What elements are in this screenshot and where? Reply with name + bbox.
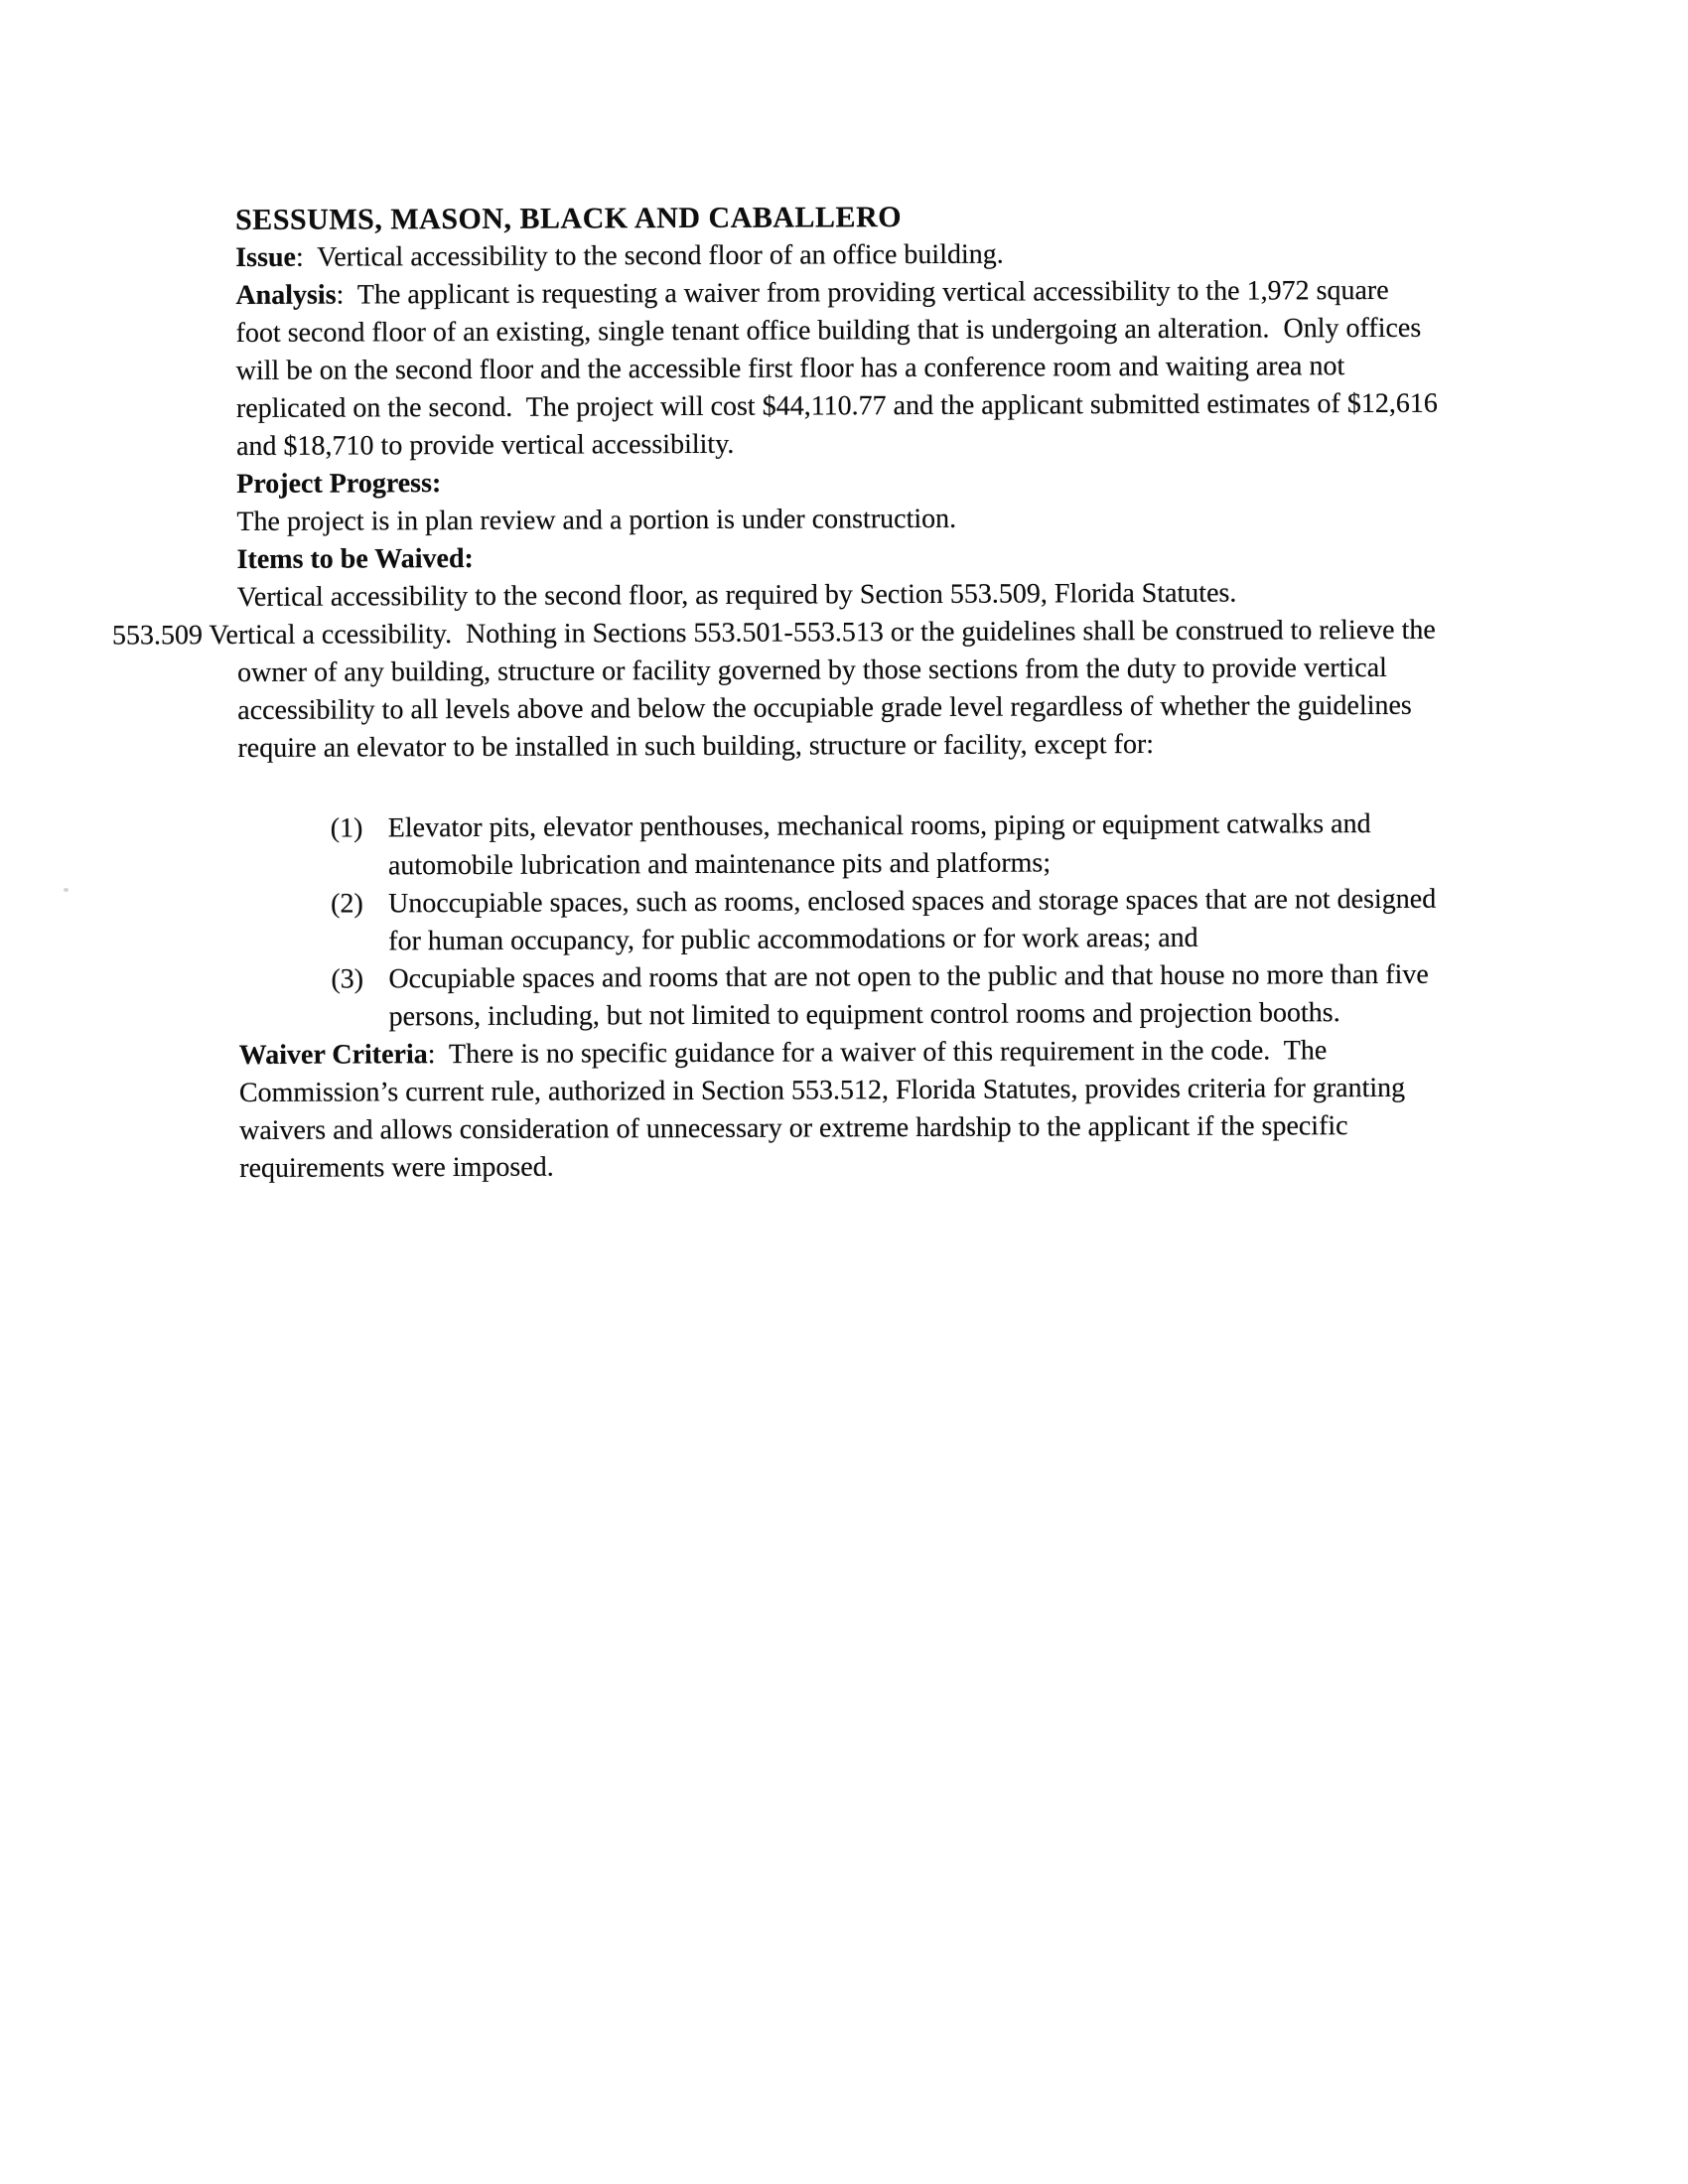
statute-exceptions-list <box>238 805 1443 1037</box>
exception-2-text: Unoccupiable spaces, such as rooms, enclosed spaces and storage spaces that are not designed for human occupancy, for public accommodations or for work areas; and <box>388 883 1444 957</box>
issue-text: : Vertical accessibility to the second floor of an office building. <box>295 238 1004 273</box>
analysis-label: Analysis <box>235 279 337 311</box>
exception-2-number: (2) <box>331 888 363 920</box>
document-body <box>111 197 1452 1188</box>
exception-1-number: (1) <box>330 812 363 844</box>
waiver-criteria-text: : There is no specific guidance for a waiver of this requirement in the code. The Commission’s current rule, authorized in Section 553.512, Florida Statutes, provides criteria for granting waivers and allows consideration of unnecessary or extreme hardship to the applicant if the specific requirements were imposed. <box>238 1035 1413 1184</box>
issue-label: Issue <box>235 241 297 273</box>
document-title: SESSUMS, MASON, BLACK AND CABALLERO <box>235 201 903 236</box>
items-to-be-waived-heading: Items to be Waived: <box>236 542 474 575</box>
waiver-criteria-label: Waiver Criteria <box>238 1039 428 1071</box>
project-progress-heading: Project Progress: <box>236 468 442 500</box>
statute-text: Vertical a ccessibility. Nothing in Sections 553.501-553.513 or the guidelines shall be construed to relieve the owner of any building, structure or facility governed by those sections from the duty to provide vertical accessibility to all levels above and below the occupiable grade level regardless of whether the guidelines require an elevator to be installed in such building, structure or facility, except for: <box>209 614 1443 764</box>
list-item <box>331 805 1442 886</box>
issue-paragraph <box>235 234 1439 277</box>
scan-speck <box>64 888 69 892</box>
statute-number: 553.509 <box>111 620 210 652</box>
items-to-be-waived-body: Vertical accessibility to the second floor, as required by Section 553.509, Florida Statutes. <box>236 577 1237 613</box>
exception-3-number: (3) <box>331 963 364 995</box>
exception-3-text: Occupiable spaces and rooms that are not open to the public and that house no more than five persons, including, but not limited to equipment control rooms and projection booths. <box>388 958 1436 1033</box>
exception-1-text: Elevator pits, elevator penthouses, mechanical rooms, piping or equipment catwalks and automobile lubrication and maintenance pits and platforms; <box>387 807 1378 882</box>
project-progress-body: The project is in plan review and a portion is under construction. <box>236 503 957 537</box>
analysis-text: : The applicant is requesting a waiver from providing vertical accessibility to the 1,972 square foot second floor of an existing, single tenant office building that is undergoing an alteration. Only offices will be on the second floor and the accessible first floor has a conference room and waiting area not replicated on the second. The project will cost $44,110.77 and the applicant submitted estimates of $12,616 and $18,710 to provide vertical accessibility. <box>235 274 1452 462</box>
waiver-criteria-paragraph <box>239 1032 1444 1188</box>
list-item <box>331 881 1442 961</box>
statute-paragraph <box>111 612 1443 768</box>
analysis-paragraph <box>235 272 1452 466</box>
list-item <box>331 956 1442 1037</box>
